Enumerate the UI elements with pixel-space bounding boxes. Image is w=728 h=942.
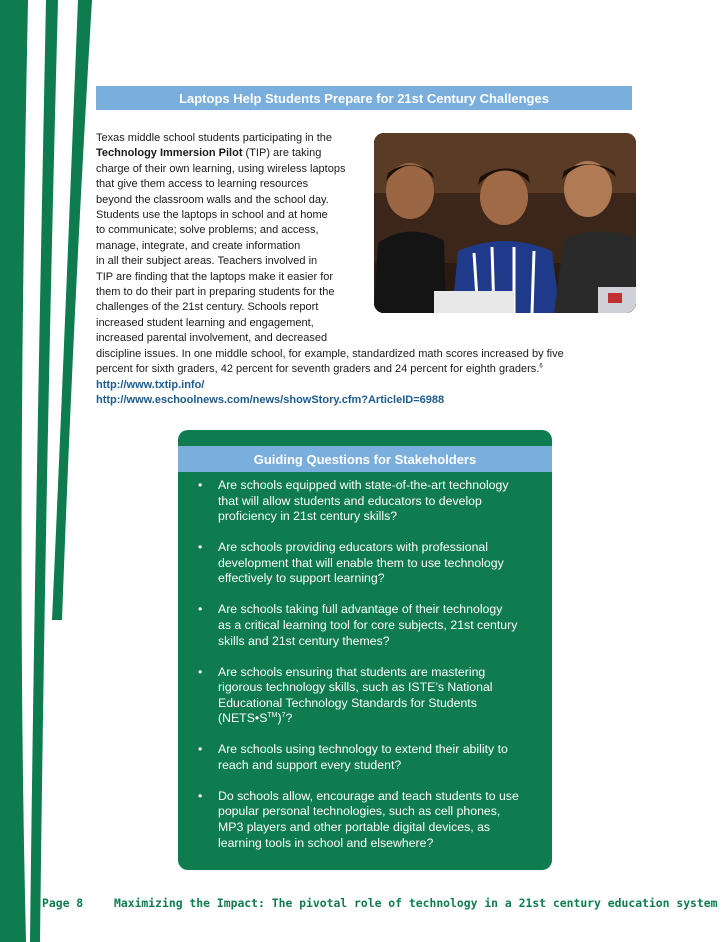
nets-close: ): [277, 711, 282, 726]
question-line: that will allow students and educators to develop: [218, 493, 482, 508]
nets-prefix: (NETS•S: [218, 711, 268, 726]
guiding-questions-title: Guiding Questions for Stakeholders: [253, 451, 477, 467]
article-line: beyond the classroom walls and the school day.: [96, 193, 329, 206]
question-item: [198, 602, 544, 649]
article-line: challenges of the 21st century. Schools report: [96, 301, 319, 314]
article-line: that give them access to learning resources: [96, 178, 309, 191]
txtip-link[interactable]: http://www.txtip.info/: [96, 378, 205, 391]
program-name: Technology Immersion Pilot: [96, 147, 243, 160]
article-line: charge of their own learning, using wireless laptops: [96, 162, 346, 175]
question-mark: ?: [285, 711, 293, 726]
students-photo: [374, 133, 636, 313]
trademark-marker: TM: [267, 712, 278, 720]
article-line: them to do their part in preparing students for the: [96, 286, 335, 299]
question-line: Are schools ensuring that students are mastering: [218, 664, 486, 679]
article-line: discipline issues. In one middle school, for example, standardized math scores increased by five: [96, 347, 564, 360]
question-line: MP3 players and other portable digital devices, as: [218, 820, 491, 835]
bullet: •: [198, 540, 203, 555]
bullet: •: [198, 602, 203, 617]
article-line: TIP are finding that the laptops make it easier for: [96, 270, 334, 283]
question-line: Are schools equipped with state-of-the-art technology: [218, 478, 509, 492]
article-line: [96, 362, 636, 377]
article-line: increased student learning and engagement,: [96, 316, 314, 329]
question-line: reach and support every student?: [218, 757, 402, 772]
article-line: Texas middle school students participating in the: [96, 132, 333, 144]
article-line-text: percent for sixth graders, 42 percent for seventh graders and 24 percent for eighth graders.: [96, 363, 540, 376]
question-line: Are schools providing educators with professional: [218, 540, 488, 555]
footnote-marker: 7: [281, 712, 286, 720]
guiding-questions-box: [178, 430, 552, 870]
question-item: [198, 478, 544, 525]
question-item: [198, 540, 544, 587]
decorative-stripes: [0, 0, 110, 942]
page-footer: [42, 896, 718, 910]
question-line: popular personal technologies, such as cell phones,: [218, 804, 501, 819]
question-line: skills and 21st century themes?: [218, 633, 390, 648]
article-narrow-column: [96, 131, 368, 347]
bullet: •: [198, 742, 203, 757]
question-line: development that will enable them to use technology: [218, 555, 504, 570]
question-line: Do schools allow, encourage and teach students to use: [218, 788, 519, 803]
question-item: [198, 789, 544, 851]
footnote-marker: 6: [539, 363, 543, 370]
eschoolnews-link[interactable]: http://www.eschoolnews.com/news/showStory.cfm?ArticleID=6988: [96, 393, 445, 406]
bullet: •: [198, 664, 203, 679]
article-line: [96, 146, 368, 161]
article-line: in all their subject areas. Teachers involved in: [96, 255, 318, 268]
question-line: Educational Technology Standards for Students: [218, 695, 477, 710]
article-line: to communicate; solve problems; and access,: [96, 224, 319, 237]
article-line: increased parental involvement, and decreased: [96, 332, 328, 345]
article-line: Students use the laptops in school and at home: [96, 209, 328, 222]
question-line: learning tools in school and elsewhere?: [218, 835, 434, 850]
question-line: rigorous technology skills, such as ISTE’s National: [218, 680, 493, 695]
question-line: as a critical learning tool for core subjects, 21st century: [218, 617, 518, 632]
article-banner: [96, 86, 632, 110]
page-number: Page 8: [42, 896, 84, 910]
article-banner-title: Laptops Help Students Prepare for 21st Century Challenges: [179, 90, 549, 106]
question-item: [198, 742, 544, 773]
bullet: •: [198, 788, 203, 803]
question-line: effectively to support learning?: [218, 571, 385, 586]
footer-title: Maximizing the Impact: The pivotal role of technology in a 21st century education system: [114, 896, 718, 910]
guiding-questions-list: [198, 478, 544, 867]
bullet: •: [198, 478, 203, 492]
question-line: proficiency in 21st century skills?: [218, 509, 398, 524]
question-line: [218, 711, 544, 727]
article-line-rest: (TIP) are taking: [245, 147, 322, 160]
question-item: [198, 665, 544, 727]
guiding-questions-header: [178, 446, 552, 472]
article-line: manage, integrate, and create information: [96, 239, 301, 252]
question-line: Are schools taking full advantage of their technology: [218, 602, 503, 617]
question-line: Are schools using technology to extend their ability to: [218, 742, 508, 757]
